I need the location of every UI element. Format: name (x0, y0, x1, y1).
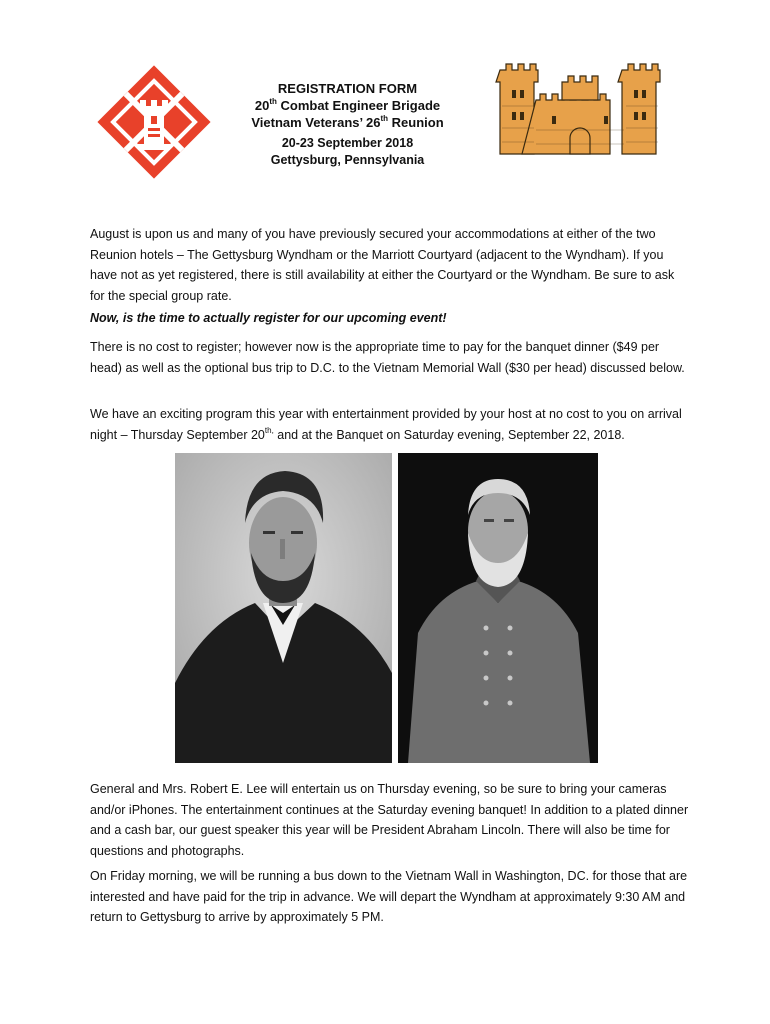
event-dates: 20-23 September 2018 (281, 136, 414, 150)
bus-trip-paragraph: On Friday morning, we will be running a bus down to the Vietnam Wall in Washington, DC. for those that are interested and have paid for the trip in advance. We will depart the Wyndham at approximately 9:30 AM and return to Gettysburg to arrive by approximately 5 PM. (90, 869, 688, 924)
lee-portrait-photo (398, 453, 598, 763)
form-title: REGISTRATION FORM (277, 81, 418, 96)
form-header (210, 80, 485, 169)
entertainment-paragraph: General and Mrs. Robert E. Lee will entertain us on Thursday evening, so be sure to bring your cameras and/or iPhones. The entertainment continues at the Saturday evening banquet! In addition to a plated dinner and a cash bar, our guest speaker this year will be President Abraham Lincoln. There will also be time for questions and photographs. (90, 782, 689, 858)
reunion-name: Vietnam Veterans’ 26th Reunion (251, 114, 444, 130)
brigade-name: 20th Combat Engineer Brigade (254, 97, 441, 113)
castle-logo (492, 60, 668, 160)
cost-paragraph: There is no cost to register; however now is the appropriate time to pay for the banquet dinner ($49 per head) as well as the optional bus trip to D.C. to the Vietnam Memorial Wall ($30 per head) discussed below. (90, 340, 685, 375)
intro-paragraph: August is upon us and many of you have previously secured your accommodations at either of the two Reunion hotels – The Gettysburg Wyndham or the Marriott Courtyard (adjacent to the Wyndham). If you have not as yet registered, there is still availability at either the Courtyard or the Wyndham. Be sure to ask for the special group rate. (90, 227, 675, 303)
lincoln-portrait-photo (175, 453, 392, 763)
call-to-action: Now, is the time to actually register for our upcoming event! (90, 311, 447, 325)
program-paragraph: We have an exciting program this year with entertainment provided by your host at no cost to you on arrival night – Thursday September $20^{th,}$ and at the Banquet on Saturday evening, September 22, 2018. (90, 407, 682, 442)
brigade-logo (96, 64, 212, 180)
event-location: Gettysburg, Pennsylvania (270, 153, 425, 167)
